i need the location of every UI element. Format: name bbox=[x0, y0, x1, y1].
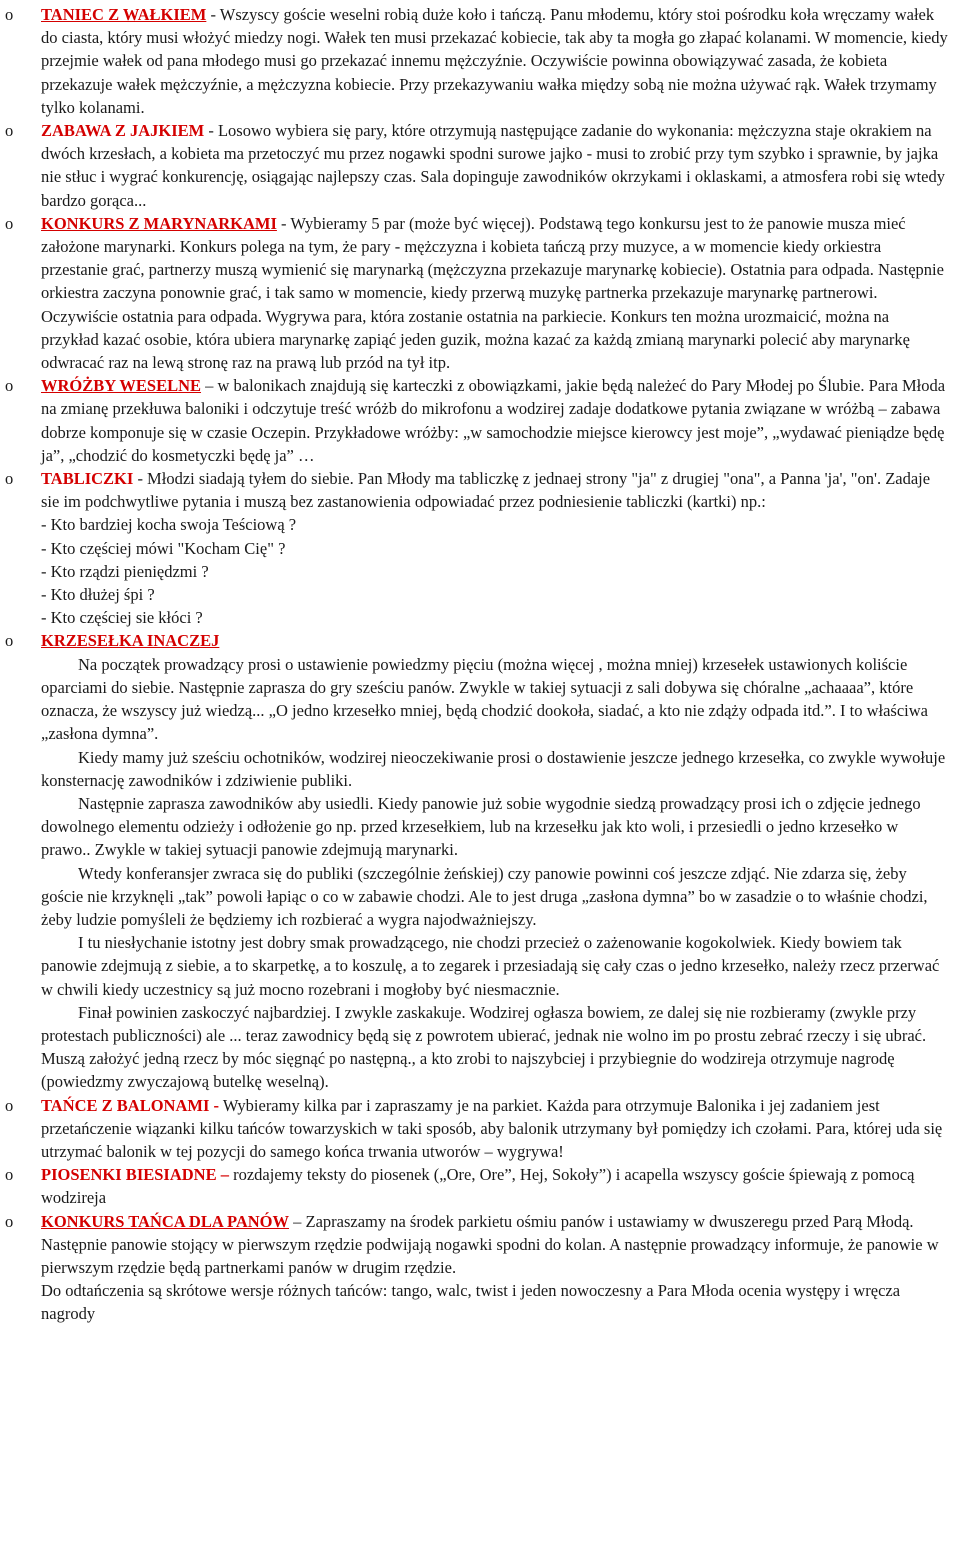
bullet-marker: o bbox=[5, 1095, 14, 1115]
item-text: rozdajemy teksty do piosenek („Ore, Ore”, Hej, Sokoły”) i acapella wszyscy goście śpiewają z pomocą wodzireja bbox=[41, 1165, 915, 1208]
list-item-piosenki-biesiadne bbox=[0, 1163, 960, 1209]
item-title[interactable]: KONKURS Z MARYNARKAMI bbox=[41, 213, 277, 233]
item-text: Wybieramy kilka par i zapraszamy je na parkiet. Każda para otrzymuje Balonika i jej zadaniem jest przetańczenie wiązanki kilku tańców towarzyskich w taki sposób, aby balonik utrzymany był pomiędzy ich czołami. Para, której uda się utrzymać balonik w tej pozycji do samego końca trwania utworów – wygrywa! bbox=[41, 1095, 943, 1161]
bullet-marker: o bbox=[5, 631, 14, 651]
list-item-krzeselka-inaczej bbox=[0, 629, 960, 1093]
paragraph: I tu niesłychanie istotny jest dobry smak prowadzącego, nie chodzi przecież o zażenowanie kogokolwiek. Kiedy bowiem tak panowie zdejmują z siebie, a to skarpetkę, a to koszulę, a to zegarek i przesiadają się cały czas o jedno krzesełko, należy rzecz przerwać w chwili kiedy uczestnicy są już mocno rozebrani i mogłoby być niesmacznie. bbox=[41, 933, 940, 999]
item-text: - Wszyscy goście weselni robią duże koło i tańczą. Panu młodemu, który stoi pośrodku koła wręczamy wałek do ciasta, który musi włożyć miedzy nogi. Wałek ten musi przekazać kobiecie, tak aby ta mogła go złapać kolanami. W momencie, kiedy przejmie wałek od pana młodego musi go przekazać innemu mężczyźnie. Oczywiście powinna obowiązywać zasada, że kobieta przekazuje wałek mężczyźnie, a mężczyzna kobiecie. Przy przekazywaniu wałka między sobą nie można używać rąk. Wałek trzymamy tylko kolanami. bbox=[41, 5, 948, 117]
bullet-marker: o bbox=[5, 469, 14, 489]
bullet-marker: o bbox=[5, 5, 14, 24]
question-line: - Kto dłużej śpi ? bbox=[41, 585, 155, 605]
bullet-marker: o bbox=[5, 213, 14, 233]
item-title[interactable]: KONKURS TAŃCA DLA PANÓW bbox=[41, 1211, 289, 1231]
item-title[interactable]: WRÓŻBY WESELNE bbox=[41, 376, 202, 396]
item-text: - Wybieramy 5 par (może być więcej). Podstawą tego konkursu jest to że panowie musza mieć założone marynarki. Konkurs polega na tym, że pary - mężczyzna i kobieta tańczą przy muzyce, a w momencie kiedy orkiestra przestanie grać, partnerzy muszą wymienić się marynarką (mężczyzna przekazuje marynarkę kobiecie). Ostatnia para odpada. Następnie orkiestra zaczyna ponownie grać, i tak samo w momencie, kiedy przerwą muzykę partnerka przekazuje marynarkę partnerowi. Oczywiście ostatnia para odpada. Wygrywa para, która zostanie ostatnia na parkiecie. Konkurs ten można urozmaicić, można na przykład kazać osobie, która ubiera marynarkę zapiąć jeden guzik, można kazać za każdą zmianą marynarki polecić aby marynarkę odwracać raz na lewą stronę raz na prawą lub przód na tył itp. bbox=[41, 213, 944, 373]
list-item-wrozby-weselne bbox=[0, 374, 960, 467]
item-text: - Losowo wybiera się pary, które otrzymują następujące zadanie do wykonania: mężczyzna staje okrakiem na dwóch krzesłach, a kobieta ma przetoczyć mu przez nogawki spodni surowe jajko - musi to zrobić przy tym szybko i sprawnie, by jajka nie stłuc i wygrać konkurencję, osiągając najlepszy czas. Sala dopinguje zawodników okrzykami i oklaskami, a atmosfera robi się wtedy bardzo gorąca... bbox=[41, 121, 946, 210]
document-page bbox=[0, 3, 960, 1326]
item-text: – w balonikach znajdują się karteczki z obowiązkami, jakie będą należeć do Pary Młodej po Ślubie. Para Młoda na zmianę przekłuwa baloniki i odczytuje treść wróżb do mikrofonu a wodzirej zadaje dodatkowe pytania związane w wróżbą – zabawa dobrze komponuje się w czasie Oczepin. Przykładowe wróżby: „w samochodzie miejsce kierowcy jest moje”, „wydawać pieniądze będę ja”, „chodzić do kosmetyczki będę ja” … bbox=[41, 376, 946, 465]
list-item-taniec-z-walkiem bbox=[0, 3, 960, 119]
paragraph: Następnie zaprasza zawodników aby usiedli. Kiedy panowie już sobie wygodnie siedzą prowadzący prosi ich o zdjęcie jednego dowolnego elementu odzieży i odłożenie go np. przed krzesełkiem, lub na krzesełku jak kto woli, i przesiedli o jedno krzesełko w prawo.. Zwykle w takiej sytuacji panowie zdejmują marynarki. bbox=[41, 793, 921, 860]
paragraph: Wtedy konferansjer zwraca się do publiki (szczególnie żeńskiej) czy panowie powinni coś jeszcze zdjąć. Nie zdarza się, żeby goście nie krzyknęli „tak” powoli łapiąc o co w zabawie chodzi. Ale to jest druga „zasłona dymna” bo w zasadzie o to właśnie chodzi, żeby ludzie pomyśleli że będziemy ich rozbierać a wygra najodważniejszy. bbox=[41, 863, 928, 929]
list-item-tabliczki bbox=[0, 467, 960, 629]
item-text: - Młodzi siadają tyłem do siebie. Pan Młody ma tabliczkę z jednaej strony "ja" z drugiej "ona", a Panna 'ja', "on'. Zadaje sie im podchwytliwe pytania i muszą bez zastanowienia odpowiadać przez podniesienie tabliczki (kartki) np.: bbox=[41, 469, 931, 512]
paragraph: Kiedy mamy już sześciu ochotników, wodzirej nieoczekiwanie prosi o dostawienie jeszcze jednego krzesełka, co zwykle wywołuje konsternację zawodników i zdziwienie publiki. bbox=[41, 747, 946, 790]
item-text: – Zapraszamy na środek parkietu ośmiu panów i ustawiamy w dwuszeregu przed Parą Młodą. Następnie panowie stojący w pierwszym rzędzie podwijają nogawki spodni do kolan. A następnie prowadzący informuje, że panowie w pierwszym rzędzie będą partnerkami panów w drugim rzędzie. bbox=[41, 1211, 939, 1277]
bullet-marker: o bbox=[5, 1211, 14, 1231]
list-item-tance-z-balonami bbox=[0, 1094, 960, 1164]
bullet-marker: o bbox=[5, 1165, 14, 1185]
item-title: TAŃCE Z BALONAMI - bbox=[41, 1095, 219, 1115]
item-title: ZABAWA Z JAJKIEM bbox=[41, 121, 205, 141]
question-line: - Kto częściej mówi "Kocham Cię" ? bbox=[41, 538, 286, 558]
item-title: PIOSENKI BIESIADNE – bbox=[41, 1165, 229, 1185]
bullet-marker: o bbox=[5, 376, 14, 396]
paragraph: Finał powinien zaskoczyć najbardziej. I zwykle zaskakuje. Wodzirej ogłasza bowiem, ze dalej się nie rozbieramy (zwykle przy protestach publiczności) ale ... teraz zawodnicy będą się z powrotem ubierać, jednak nie wolno im po prostu zebrać rzeczy i się ubrać. Muszą założyć jedną rzecz by móc sięgnąć po następną., a kto zrobi to najszybciej i przybiegnie do wodzireja otrzymuje nagrodę (powiedzmy zwyczajową butelkę weselną). bbox=[41, 1002, 927, 1092]
list-item-konkurs-z-marynarkami bbox=[0, 212, 960, 374]
question-line: - Kto bardziej kocha swoja Teściową ? bbox=[41, 515, 297, 535]
list-item-konkurs-tanca-dla-panow bbox=[0, 1210, 960, 1280]
question-line: - Kto rządzi pieniędzmi ? bbox=[41, 561, 209, 581]
closing-paragraph: Do odtańczenia są skrótowe wersje różnych tańców: tango, walc, twist i jeden nowoczesny a Para Młoda ocenia występy i wręcza nagrody bbox=[41, 1281, 901, 1324]
bullet-marker: o bbox=[5, 121, 14, 141]
item-title[interactable]: TANIEC Z WAŁKIEM bbox=[41, 5, 207, 24]
item-title: TABLICZKI bbox=[41, 469, 134, 489]
paragraph: Na początek prowadzący prosi o ustawienie powiedzmy pięciu (można więcej , można mniej) krzesełek ustawionych koliście oparciami do siebie. Następnie zaprasza do gry sześciu panów. Zwykle w takiej sytuacji z sali dobywa się chóralne „achaaaa”, które oznacza, że wszyscy już wiedzą... „O jedno krzesełko mniej, będą chodzić dookoła, siadać, a kto nie zdąży odpada itd.”. I to właściwa „zasłona dymna”. bbox=[41, 654, 928, 744]
question-line: - Kto częściej sie kłóci ? bbox=[41, 608, 203, 628]
list-item-zabawa-z-jajkiem bbox=[0, 119, 960, 212]
item-title[interactable]: KRZESEŁKA INACZEJ bbox=[41, 631, 220, 651]
